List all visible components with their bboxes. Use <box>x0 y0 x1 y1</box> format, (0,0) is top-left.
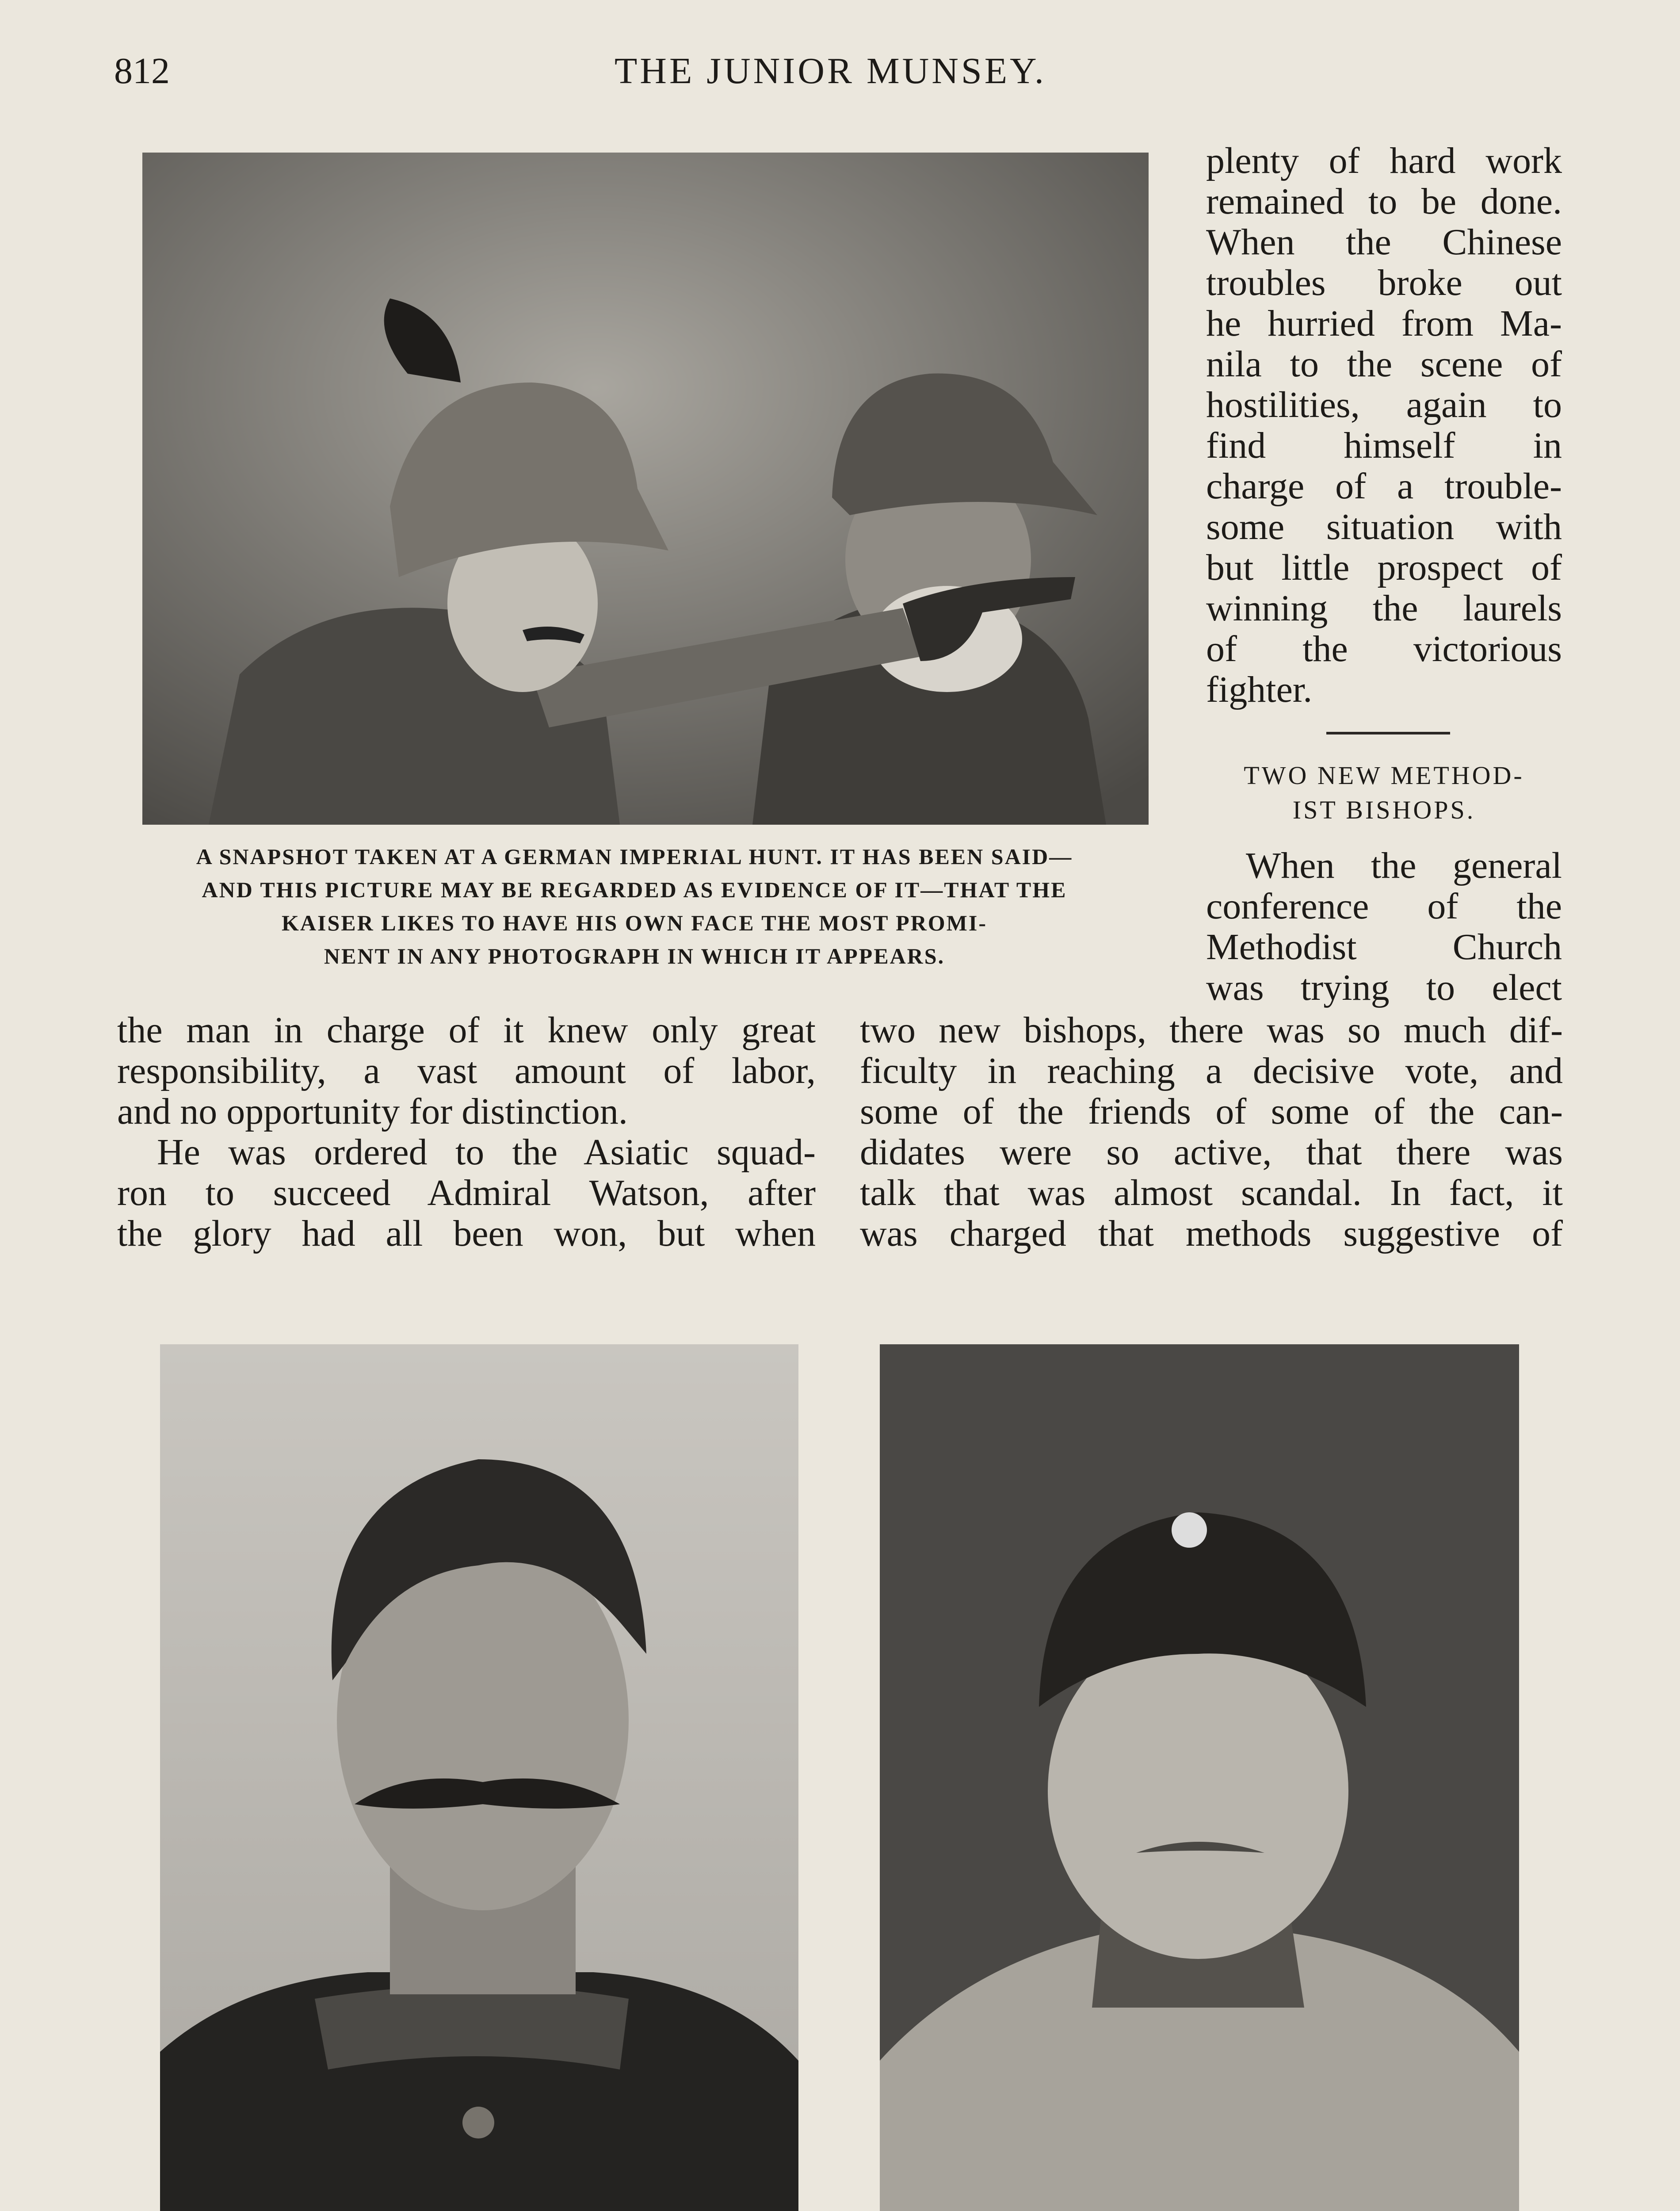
text-line: remained to be done. <box>1206 181 1562 222</box>
running-title: THE JUNIOR MUNSEY. <box>615 50 1046 92</box>
text-line: fighter. <box>1206 669 1313 710</box>
text-line: some situation with <box>1206 506 1562 547</box>
wu-ting-fang-portrait <box>880 1344 1519 2211</box>
text-line: plenty of hard work <box>1206 140 1562 181</box>
rodriguez-portrait <box>160 1344 798 2211</box>
right-column-top-text <box>1206 141 1562 710</box>
text-line: winning the laurels <box>1206 588 1562 629</box>
left-column-text <box>117 1010 816 1254</box>
text-line: When the general <box>1246 845 1562 886</box>
text-line: ficulty in reaching a decisive vote, and <box>860 1050 1563 1091</box>
text-line: charge of a trouble- <box>1206 466 1562 507</box>
text-line: find himself in <box>1206 425 1562 466</box>
text-line: didates were so active, that there was <box>860 1132 1563 1173</box>
text-line: was charged that methods suggestive of <box>860 1213 1563 1254</box>
right-column-bottom-text <box>860 1010 1563 1254</box>
wu-ting-fang-portrait-image <box>880 1344 1519 2211</box>
text-line: was trying to elect <box>1206 967 1562 1008</box>
text-line: but little prospect of <box>1206 547 1562 588</box>
text-line: conference of the <box>1206 886 1562 927</box>
caption-line: A SNAPSHOT TAKEN AT A GERMAN IMPERIAL HUNT. IT HAS BEEN SAID— <box>196 844 1073 869</box>
subheading-line: IST BISHOPS. <box>1292 796 1476 824</box>
text-line: some of the friends of some of the can- <box>860 1091 1563 1132</box>
text-line: responsibility, a vast amount of labor, <box>117 1050 816 1091</box>
section-rule <box>1326 732 1450 734</box>
section-subheading <box>1206 758 1562 827</box>
text-line: He was ordered to the Asiatic squad- <box>157 1132 816 1173</box>
text-line: the man in charge of it knew only great <box>117 1010 816 1051</box>
text-line: talk that was almost scandal. In fact, it <box>860 1172 1563 1213</box>
kaiser-photo-caption <box>102 840 1167 973</box>
text-line: troubles broke out <box>1206 262 1562 303</box>
text-line: he hurried from Ma- <box>1206 303 1562 344</box>
caption-line: NENT IN ANY PHOTOGRAPH IN WHICH IT APPEARS. <box>324 944 945 968</box>
page-number: 812 <box>114 50 170 92</box>
subheading-line: TWO NEW METHOD- <box>1244 761 1524 790</box>
text-line: and no opportunity for distinction. <box>117 1091 628 1132</box>
text-line: ron to succeed Admiral Watson, after <box>117 1172 816 1213</box>
text-line: the glory had all been won, but when <box>117 1213 816 1254</box>
caption-line: AND THIS PICTURE MAY BE REGARDED AS EVIDENCE OF IT—THAT THE <box>202 877 1067 902</box>
kaiser-hunt-photo <box>142 153 1149 825</box>
text-line: nila to the scene of <box>1206 344 1562 385</box>
text-line: Methodist Church <box>1206 926 1562 968</box>
text-line: When the Chinese <box>1206 222 1562 263</box>
text-line: two new bishops, there was so much dif- <box>860 1010 1563 1051</box>
text-line: hostilities, again to <box>1206 384 1562 425</box>
rodriguez-portrait-image <box>160 1344 798 2211</box>
right-column-mid-text <box>1206 845 1562 1008</box>
text-line: of the victorious <box>1206 628 1562 669</box>
caption-line: KAISER LIKES TO HAVE HIS OWN FACE THE MOST PROMI- <box>282 910 987 935</box>
kaiser-hunt-photo-image <box>142 153 1149 825</box>
